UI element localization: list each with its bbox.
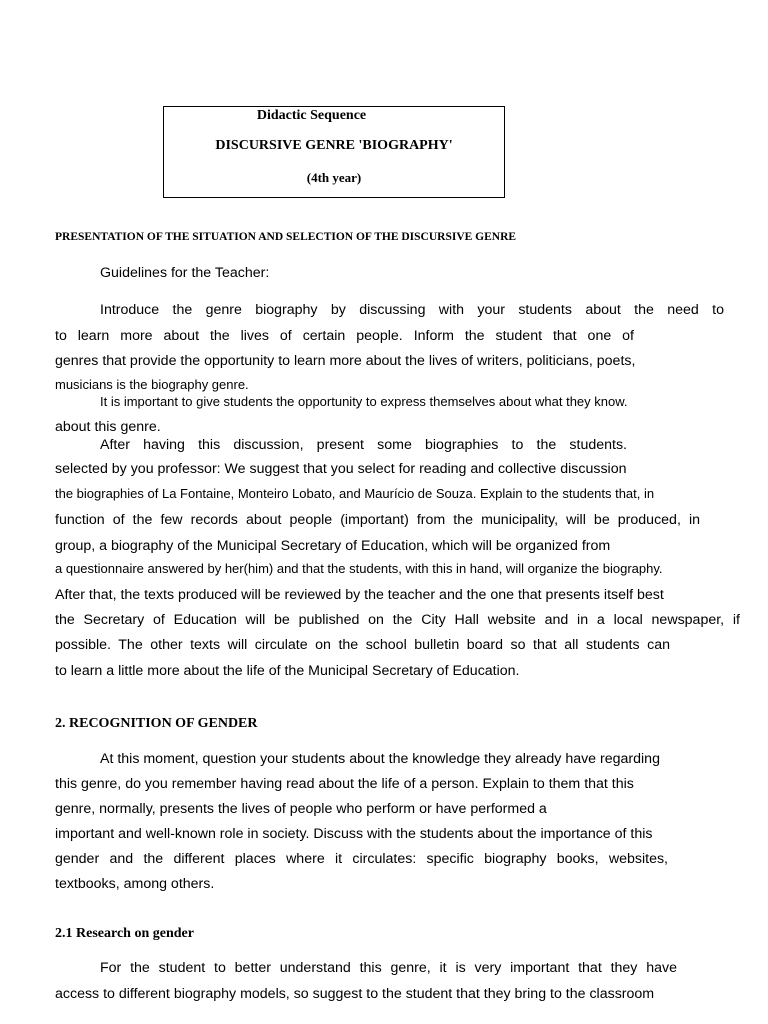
- paragraph-line: about this genre.: [55, 419, 161, 435]
- paragraph-line: Guidelines for the Teacher:: [100, 265, 270, 281]
- paragraph-line: this genre, do you remember having read about the life of a person. Explain to them that this: [55, 776, 634, 792]
- title-line-didactic-sequence: Didactic Sequence: [256, 108, 367, 123]
- title-box: [163, 106, 505, 198]
- paragraph-line: the Secretary of Education will be published on the City Hall website and in a local newspaper, if: [55, 612, 740, 628]
- paragraph-line: After having this discussion, present some biographies to the students.: [100, 437, 627, 453]
- section-heading-presentation: PRESENTATION OF THE SITUATION AND SELECTION OF THE DISCURSIVE GENRE: [55, 231, 517, 243]
- paragraph-line: genres that provide the opportunity to learn more about the lives of writers, politicians, poets,: [55, 353, 636, 369]
- paragraph-line: genre, normally, presents the lives of people who perform or have performed a: [55, 801, 547, 817]
- paragraph-line: a questionnaire answered by her(him) and that the students, with this in hand, will organize the biography.: [55, 561, 663, 576]
- paragraph-line: the biographies of La Fontaine, Monteiro Lobato, and Maurício de Souza. Explain to the students that, in: [55, 486, 655, 501]
- paragraph-line: After that, the texts produced will be reviewed by the teacher and the one that presents itself best: [55, 587, 664, 603]
- paragraph-line: For the student to better understand this genre, it is very important that they have: [100, 960, 677, 976]
- paragraph-line: musicians is the biography genre.: [55, 377, 249, 392]
- title-line-year: (4th year): [306, 170, 362, 185]
- paragraph-line: Introduce the genre biography by discussing with your students about the need to: [100, 302, 724, 318]
- paragraph-line: possible. The other texts will circulate on the school bulletin board so that all students can: [55, 637, 670, 653]
- paragraph-line: function of the few records about people (important) from the municipality, will be produced, in: [55, 512, 700, 528]
- paragraph-line: textbooks, among others.: [55, 876, 215, 892]
- paragraph-line: gender and the different places where it circulates: specific biography books, websites,: [55, 851, 668, 867]
- paragraph-line: At this moment, question your students about the knowledge they already have regarding: [100, 751, 660, 767]
- title-line-genre: DISCURSIVE GENRE 'BIOGRAPHY': [215, 138, 453, 153]
- section-heading-recognition: 2. RECOGNITION OF GENDER: [55, 716, 258, 731]
- section-heading-research: 2.1 Research on gender: [55, 926, 194, 941]
- paragraph-line: to learn more about the lives of certain people. Inform the student that one of: [55, 328, 634, 344]
- paragraph-line: group, a biography of the Municipal Secretary of Education, which will be organized from: [55, 538, 611, 554]
- paragraph-line: important and well-known role in society. Discuss with the students about the importance of this: [55, 826, 653, 842]
- paragraph-line: selected by you professor: We suggest that you select for reading and collective discussion: [55, 461, 627, 477]
- paragraph-line: access to different biography models, so suggest to the student that they bring to the classroom: [55, 986, 655, 1002]
- paragraph-line: to learn a little more about the life of the Municipal Secretary of Education.: [55, 663, 520, 679]
- paragraph-line: It is important to give students the opportunity to express themselves about what they know.: [100, 394, 628, 409]
